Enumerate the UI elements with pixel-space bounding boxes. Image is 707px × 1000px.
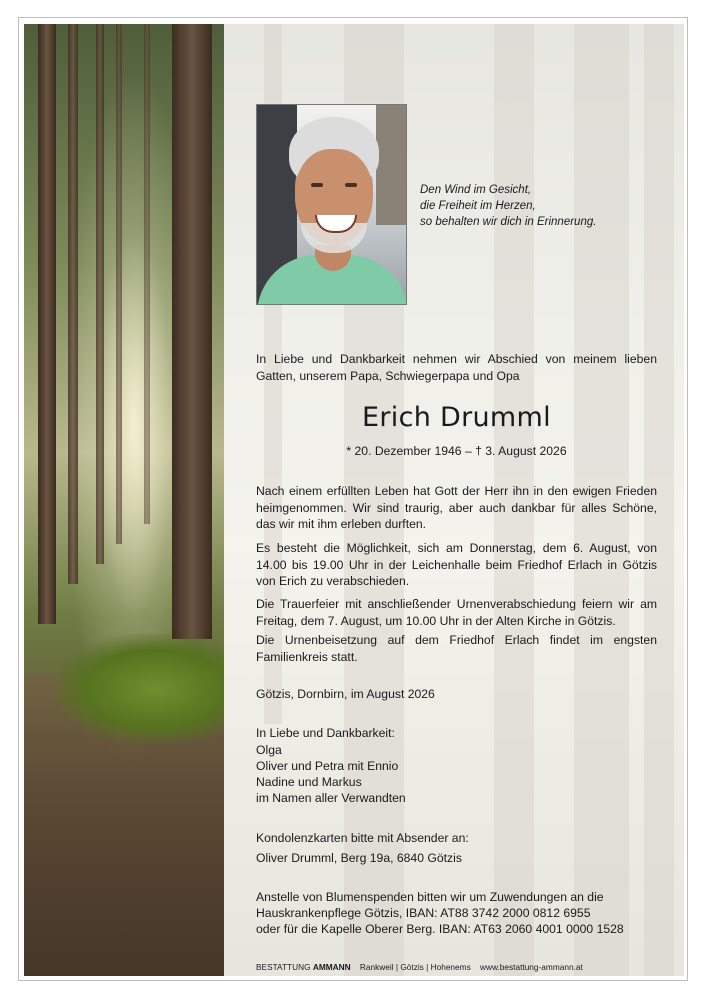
paragraph-passing: Nach einem erfüllten Leben hat Gott der Herr ihn in den ewigen Frieden heimgenommen. Wir sind traurig, aber auch dankbar für alles Schöne, das wir mit ihm erleben durften. [256, 484, 657, 532]
donation-line: Anstelle von Blumenspenden bitten wir um Zuwendungen an die [256, 890, 604, 904]
condolence-address: Oliver Drumml, Berg 19a, 6840 Götzis [256, 851, 462, 865]
funeral-home-footer [256, 962, 676, 972]
condolence-heading: Kondolenzkarten bitte mit Absender an: [256, 831, 469, 845]
mourners-heading: In Liebe und Dankbarkeit: [256, 726, 395, 740]
moss-patch [54, 634, 224, 744]
quote-line: so behalten wir dich in Erinnerung. [420, 216, 597, 228]
right-eye [345, 183, 357, 187]
paragraph-funeral: Die Trauerfeier mit anschließender Urnenverabschiedung feiern wir am Freitag, dem 7. August, um 10.00 Uhr in der Alten Kirche in Götzis. [256, 597, 657, 628]
memorial-quote [420, 182, 660, 230]
tree-trunk [68, 24, 78, 584]
portrait-photo [256, 104, 407, 305]
company-name [256, 962, 351, 972]
left-eye [311, 183, 323, 187]
paragraph-viewing: Es besteht die Möglichkeit, sich am Donnerstag, dem 6. August, von 14.00 bis 19.00 Uhr in der Leichenhalle beim Friedhof Erlach in Götzis von Erich zu verabschieden. [256, 541, 657, 589]
place-date: Götzis, Dornbirn, im August 2026 [256, 687, 435, 701]
photo-background-right [376, 105, 406, 225]
intro-text: In Liebe und Dankbarkeit nehmen wir Abschied von meinem lieben Gatten, unserem Papa, Schwiegerpapa und Opa [256, 352, 657, 383]
company-locations: Rankweil | Götzis | Hohenems [359, 962, 471, 972]
company-website: www.bestattung-ammann.at [479, 962, 583, 972]
mourner-name: Nadine und Markus [256, 775, 362, 789]
paragraph-burial: Die Urnenbeisetzung auf dem Friedhof Erlach findet im engsten Familienkreis statt. [256, 633, 657, 664]
deceased-name: Erich Drumml [362, 402, 551, 433]
mourner-name: im Namen aller Verwandten [256, 791, 406, 805]
quote-line: die Freiheit im Herzen, [420, 200, 536, 212]
tree-trunk [96, 24, 104, 564]
tree-trunk [172, 24, 212, 639]
tree-trunk [144, 24, 150, 524]
tree-trunk [116, 24, 122, 544]
life-dates: * 20. Dezember 1946 – † 3. August 2026 [346, 444, 567, 458]
mourner-name: Olga [256, 743, 282, 757]
tree-trunk [38, 24, 56, 624]
forest-photo [24, 24, 224, 976]
quote-line: Den Wind im Gesicht, [420, 184, 532, 196]
donation-line: Hauskrankenpflege Götzis, IBAN: AT88 3742 2000 0812 6955 [256, 906, 591, 920]
mourner-name: Oliver und Petra mit Ennio [256, 759, 399, 773]
donation-line: oder für die Kapelle Oberer Berg. IBAN: AT63 2060 4001 0000 1528 [256, 922, 624, 936]
company-name-bold: AMMANN [312, 962, 351, 972]
company-name-light: BESTATTUNG [256, 962, 313, 972]
